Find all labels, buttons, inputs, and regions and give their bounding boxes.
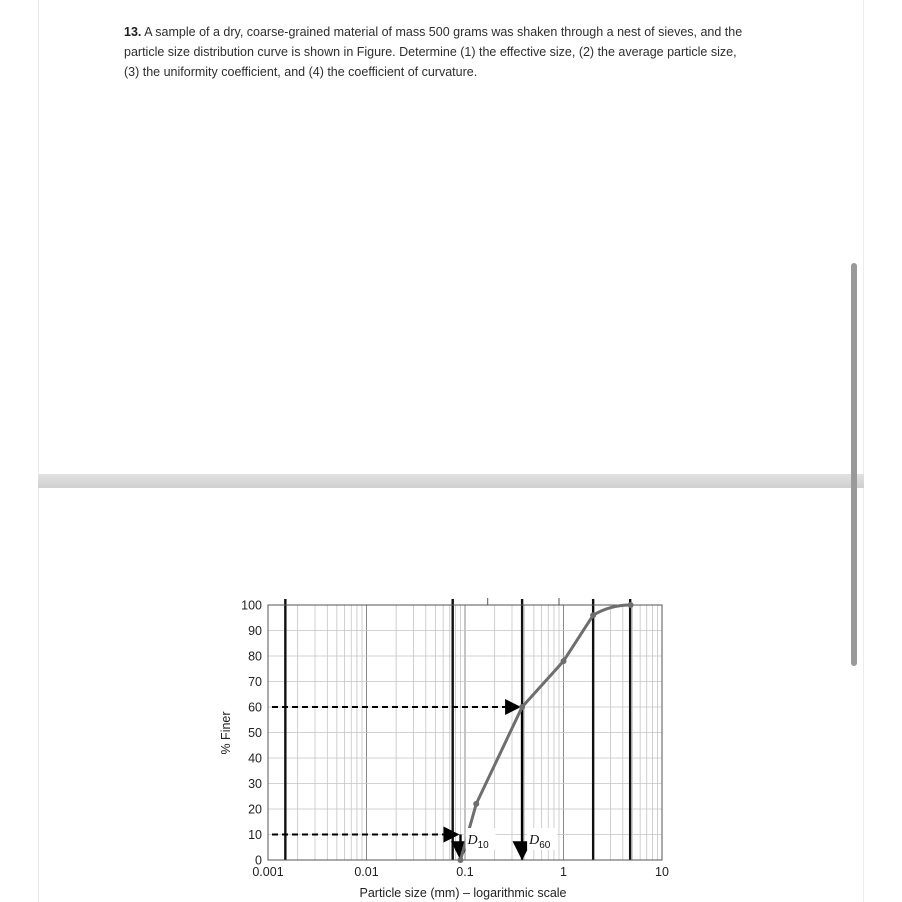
annotation-subscript: 60: [539, 840, 551, 851]
question-body: A sample of a dry, coarse-grained material of mass 500 grams was shaken through a nest of sieves, and the particle size distribution curve is shown in Figure. Determine (1) the effective size, (2) the average particle size, (3) the uniformity coefficient, and (4) the coefficient of curvature.: [124, 25, 743, 79]
y-tick-label: 30: [248, 777, 262, 791]
annotation-letter: D: [467, 833, 478, 848]
y-tick-label: 90: [248, 624, 262, 638]
data-point: [473, 801, 479, 807]
x-tick-label: 0.01: [354, 865, 379, 879]
y-tick-label: 0: [255, 853, 262, 868]
question-number: 13.: [124, 25, 142, 39]
chart-grid: [268, 605, 662, 860]
x-tick-label: 10: [655, 865, 669, 879]
data-point: [590, 612, 596, 618]
y-tick-label: 60: [248, 700, 262, 715]
y-tick-label: 40: [248, 751, 262, 766]
y-tick-label: 70: [248, 675, 262, 689]
data-point: [628, 602, 634, 608]
data-point: [561, 658, 567, 664]
data-point: [457, 857, 463, 863]
x-tick-label: 0.1: [456, 865, 474, 879]
y-tick-label: 50: [248, 726, 262, 740]
data-point: [519, 704, 525, 710]
x-tick-label: 0.001: [252, 865, 284, 879]
y-axis-label: % Finer: [219, 711, 233, 755]
y-tick-label: 10: [248, 828, 262, 842]
x-axis-ticks: [252, 865, 669, 879]
y-tick-label: 80: [248, 649, 262, 664]
y-axis-ticks: [241, 599, 262, 868]
annotation-letter: D: [529, 833, 540, 848]
chart-annotations: [465, 828, 557, 851]
x-tick-label: 1: [560, 865, 567, 879]
annotation-subscript: 10: [477, 840, 489, 851]
y-tick-label: 20: [248, 802, 262, 817]
y-tick-label: 100: [241, 598, 262, 613]
x-axis-label: Particle size (mm) – logarithmic scale: [359, 886, 567, 900]
